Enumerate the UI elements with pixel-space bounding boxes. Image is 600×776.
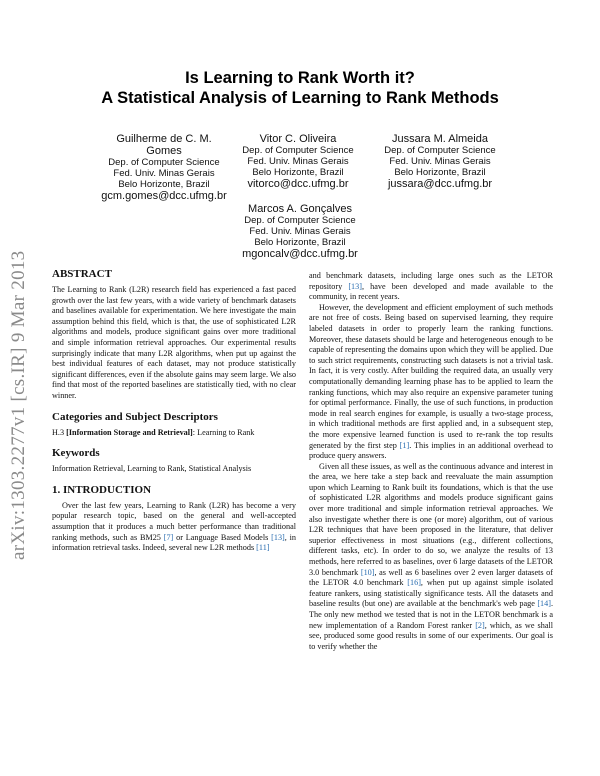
author-city: Belo Horizonte, Brazil (254, 237, 346, 248)
paper-title (0, 68, 600, 108)
author-city: Belo Horizonte, Brazil (394, 167, 486, 178)
right-paragraph-2 (309, 462, 553, 653)
intro-text-a: Over the last few years, Learning to Rank (L2R) has become a very popular research topic, based on the general and well-accepted assumption that it produces a much better performance than traditional ranking methods, such as BM25 (52, 500, 296, 542)
author-block-2 (218, 133, 378, 190)
citation-link[interactable]: [16] (407, 578, 421, 588)
title-line-1: Is Learning to Rank Worth it? (185, 69, 415, 87)
author-name: Guilherme de C. M. (116, 133, 212, 145)
right-column (309, 271, 553, 652)
author-univ: Fed. Univ. Minas Gerais (247, 156, 349, 167)
citation-link[interactable]: [13] (348, 281, 362, 291)
author-dept: Dep. of Computer Science (242, 145, 354, 156)
categories-heading: Categories and Subject Descriptors (52, 410, 218, 423)
text: , when put up against simple isolated feature rankers, using statistically significance tests. All the datasets and baseline results (but one) are available at the benchmark's web page (309, 578, 553, 609)
introduction-paragraph (52, 501, 296, 554)
text: and benchmark datasets, including large ones such as the LETOR repository (309, 271, 553, 291)
author-name-cont: Gomes (146, 145, 182, 157)
author-univ: Fed. Univ. Minas Gerais (249, 226, 351, 237)
citation-link[interactable]: [14] (537, 599, 551, 609)
keywords-text: Information Retrieval, Learning to Rank, Statistical Analysis (52, 464, 252, 474)
text: . The only new method we tested that is not in the LETOR benchmark is a new implementation of a Random Forest ranker (309, 599, 553, 630)
categories-bold: [Information Storage and Retrieval] (66, 427, 193, 437)
author-name: Jussara M. Almeida (392, 133, 488, 145)
title-line-2: A Statistical Analysis of Learning to Rank Methods (101, 89, 499, 107)
arxiv-stamp: arXiv:1303.2277v1 [cs.IR] 9 Mar 2013 (8, 250, 29, 560)
author-block-3 (360, 133, 520, 190)
text: Given all these issues, as well as the continuous advance and interest in the area, we here take a step back and reevaluate the main assumption upon which Learning to Rank built its foundations, which is that the use of sophisticated L2R algorithms and models produce significant gains over more traditional and simple information retrieval approaches. We also investigate whether there is one (or more) algorithm, out of various L2R techniques that have been proposed in the literature, that deliver superior effectiveness in most situations (e.g., different collections, different tasks, etc). In order to do so, we analyze the results of 13 methods, here referred to as baselines, over 6 large datasets of the LETOR 3.0 benchmark (309, 461, 553, 577)
categories-text (52, 428, 296, 439)
author-block-4 (220, 203, 380, 260)
text: However, the development and efficient employment of such methods are not free of costs. Being based on supervised learning, they require labeled datasets in order to properly learn the ranking functions. Moreover, these datasets should be large and heterogeneous enough to be capable of representing the domains upon which they will be applied. Due to such strict requirements, constructing such datasets is not a trivial task. In fact, it is very costly. After building the required data, an usually very computationally demanding learning phase has to be applied to learn the ranking functions, which may also require an expensive parameter tuning for optimal performance. Finally, the use of such functions, in production mode in real search engines for example, is usually a two-stage process, in which traditional methods are first applied and, in a subsequent step, the more expensive learned function is used to re-rank the top results generated by the first step (309, 302, 553, 450)
citation-link[interactable]: [1] (399, 440, 410, 450)
intro-text-b: or Language Based Models (173, 532, 272, 542)
citation-link[interactable]: [2] (475, 620, 485, 630)
author-name: Marcos A. Gonçalves (248, 203, 352, 215)
author-email: mgoncalv@dcc.ufmg.br (242, 248, 358, 260)
author-email: jussara@dcc.ufmg.br (387, 178, 493, 190)
abstract-text: The Learning to Rank (L2R) research field has experienced a fast paced growth over the last few years, with a wide variety of benchmark datasets and baselines available for experimentation. We here investigate the main assumption behind this field, which is that, the use of sophisticated L2R algorithms and models, produce significant gains over more traditional and simple information retrieval approaches. Our experimental results surprisingly indicate that many L2R algorithms, when put up against the best individual features of each dataset, may not produce statistically significant differences, even if the absolute gains may seem large. We also find that most of the reported baselines are statistically tied, with no clear winner. (52, 285, 296, 400)
text: . This implies in an additional overhead to produce query answers. (309, 440, 553, 461)
introduction-heading: 1. INTRODUCTION (52, 483, 152, 496)
citation-link[interactable]: [7] (163, 532, 174, 542)
right-paragraph-0 (309, 271, 553, 303)
author-univ: Fed. Univ. Minas Gerais (113, 168, 215, 179)
intro-text-c: , in information retrieval tasks. Indeed, several new L2R methods (52, 532, 297, 553)
citation-link[interactable]: [11] (256, 543, 270, 553)
right-paragraph-1 (309, 303, 553, 462)
author-city: Belo Horizonte, Brazil (118, 179, 210, 190)
author-name: Vitor C. Oliveira (259, 133, 337, 145)
categories-rest: : Learning to Rank (192, 427, 255, 437)
categories-code: H.3 (52, 427, 67, 437)
author-email: gcm.gomes@dcc.ufmg.br (101, 190, 227, 202)
abstract-heading: ABSTRACT (52, 268, 112, 280)
author-city: Belo Horizonte, Brazil (252, 167, 344, 178)
citation-link[interactable]: [13] (271, 532, 285, 542)
text: , have been developed and made available to the community, in recent years. (309, 281, 554, 302)
left-column (52, 268, 296, 554)
author-email: vitorco@dcc.ufmg.br (247, 178, 349, 190)
author-dept: Dep. of Computer Science (108, 157, 220, 168)
text: , as well as 6 baselines over 2 even larger datasets of the LETOR 4.0 benchmark (309, 567, 554, 588)
author-dept: Dep. of Computer Science (384, 145, 496, 156)
keywords-heading: Keywords (52, 447, 100, 460)
author-dept: Dep. of Computer Science (244, 215, 356, 226)
citation-link[interactable]: [10] (360, 567, 375, 577)
author-univ: Fed. Univ. Minas Gerais (389, 156, 491, 167)
text: , which, as we shall see, produced some good results in some of our experiments. Our goal is to verify whether the (309, 620, 553, 651)
